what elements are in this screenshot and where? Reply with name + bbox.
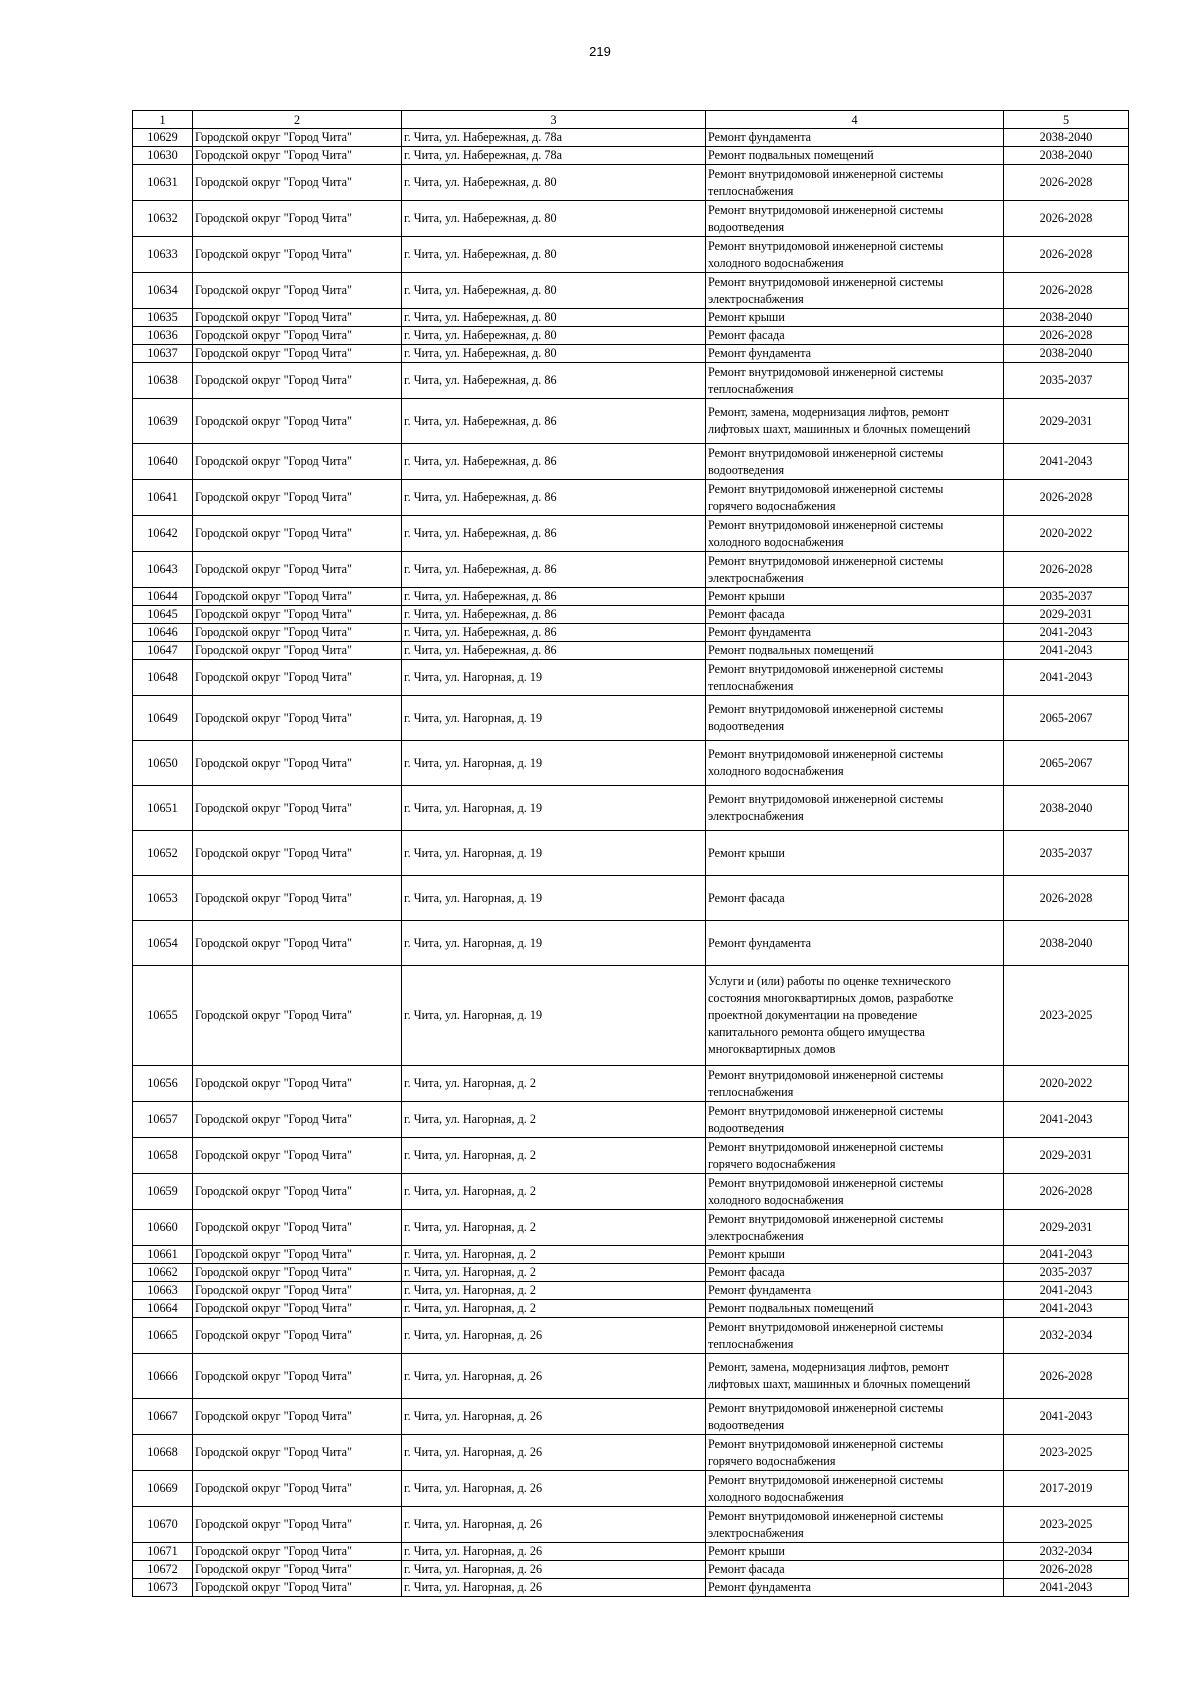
period-cell: 2029-2031 <box>1004 606 1129 624</box>
address-cell: г. Чита, ул. Набережная, д. 80 <box>402 165 706 201</box>
address-cell: г. Чита, ул. Набережная, д. 80 <box>402 273 706 309</box>
table-row <box>133 1354 1129 1399</box>
work-type-cell: Ремонт внутридомовой инженерной системы водоотведения <box>706 1399 1004 1435</box>
period-cell: 2041-2043 <box>1004 624 1129 642</box>
address-cell: г. Чита, ул. Нагорная, д. 26 <box>402 1354 706 1399</box>
row-number: 10657 <box>133 1102 193 1138</box>
address-cell: г. Чита, ул. Набережная, д. 86 <box>402 444 706 480</box>
row-number: 10645 <box>133 606 193 624</box>
address-cell: г. Чита, ул. Нагорная, д. 2 <box>402 1102 706 1138</box>
row-number: 10635 <box>133 309 193 327</box>
row-number: 10669 <box>133 1471 193 1507</box>
work-type-cell: Ремонт крыши <box>706 1246 1004 1264</box>
period-cell: 2038-2040 <box>1004 129 1129 147</box>
row-number: 10643 <box>133 552 193 588</box>
row-number: 10632 <box>133 201 193 237</box>
table-row <box>133 1282 1129 1300</box>
address-cell: г. Чита, ул. Нагорная, д. 19 <box>402 921 706 966</box>
period-cell: 2026-2028 <box>1004 1354 1129 1399</box>
municipality-cell: Городской округ "Город Чита" <box>193 624 402 642</box>
address-cell: г. Чита, ул. Нагорная, д. 2 <box>402 1282 706 1300</box>
table-row <box>133 480 1129 516</box>
row-number: 10648 <box>133 660 193 696</box>
period-cell: 2065-2067 <box>1004 741 1129 786</box>
table-row <box>133 1318 1129 1354</box>
municipality-cell: Городской округ "Город Чита" <box>193 1435 402 1471</box>
table-row <box>133 1579 1129 1597</box>
row-number: 10664 <box>133 1300 193 1318</box>
address-cell: г. Чита, ул. Набережная, д. 86 <box>402 516 706 552</box>
work-type-cell: Ремонт внутридомовой инженерной системы электроснабжения <box>706 552 1004 588</box>
row-number: 10651 <box>133 786 193 831</box>
page-number: 219 <box>589 44 611 59</box>
address-cell: г. Чита, ул. Нагорная, д. 19 <box>402 660 706 696</box>
address-cell: г. Чита, ул. Набережная, д. 86 <box>402 606 706 624</box>
table-row <box>133 966 1129 1066</box>
row-number: 10652 <box>133 831 193 876</box>
municipality-cell: Городской округ "Город Чита" <box>193 1282 402 1300</box>
row-number: 10670 <box>133 1507 193 1543</box>
period-cell: 2029-2031 <box>1004 399 1129 444</box>
address-cell: г. Чита, ул. Набережная, д. 86 <box>402 624 706 642</box>
address-cell: г. Чита, ул. Нагорная, д. 2 <box>402 1210 706 1246</box>
work-type-cell: Ремонт внутридомовой инженерной системы холодного водоснабжения <box>706 1174 1004 1210</box>
period-cell: 2026-2028 <box>1004 237 1129 273</box>
period-cell: 2017-2019 <box>1004 1471 1129 1507</box>
period-cell: 2026-2028 <box>1004 1174 1129 1210</box>
address-cell: г. Чита, ул. Нагорная, д. 26 <box>402 1507 706 1543</box>
period-cell: 2023-2025 <box>1004 1435 1129 1471</box>
address-cell: г. Чита, ул. Набережная, д. 86 <box>402 363 706 399</box>
period-cell: 2038-2040 <box>1004 147 1129 165</box>
municipality-cell: Городской округ "Город Чита" <box>193 1300 402 1318</box>
table-row <box>133 1264 1129 1282</box>
address-cell: г. Чита, ул. Нагорная, д. 2 <box>402 1174 706 1210</box>
address-cell: г. Чита, ул. Нагорная, д. 26 <box>402 1435 706 1471</box>
work-type-cell: Ремонт внутридомовой инженерной системы горячего водоснабжения <box>706 1138 1004 1174</box>
work-type-cell: Ремонт фундамента <box>706 624 1004 642</box>
work-type-cell: Ремонт подвальных помещений <box>706 147 1004 165</box>
period-cell: 2035-2037 <box>1004 831 1129 876</box>
municipality-cell: Городской округ "Город Чита" <box>193 1318 402 1354</box>
period-cell: 2041-2043 <box>1004 1300 1129 1318</box>
municipality-cell: Городской округ "Город Чита" <box>193 1138 402 1174</box>
work-type-cell: Ремонт внутридомовой инженерной системы холодного водоснабжения <box>706 741 1004 786</box>
table-row <box>133 147 1129 165</box>
work-type-cell: Ремонт, замена, модернизация лифтов, ремонт лифтовых шахт, машинных и блочных помещений <box>706 1354 1004 1399</box>
row-number: 10649 <box>133 696 193 741</box>
row-number: 10673 <box>133 1579 193 1597</box>
row-number: 10663 <box>133 1282 193 1300</box>
work-type-cell: Ремонт фундамента <box>706 129 1004 147</box>
table-row <box>133 1471 1129 1507</box>
period-cell: 2026-2028 <box>1004 201 1129 237</box>
table-row <box>133 399 1129 444</box>
municipality-cell: Городской округ "Город Чита" <box>193 1579 402 1597</box>
period-cell: 2032-2034 <box>1004 1543 1129 1561</box>
address-cell: г. Чита, ул. Нагорная, д. 2 <box>402 1300 706 1318</box>
table-row <box>133 1138 1129 1174</box>
municipality-cell: Городской округ "Город Чита" <box>193 1210 402 1246</box>
period-cell: 2035-2037 <box>1004 588 1129 606</box>
municipality-cell: Городской округ "Город Чита" <box>193 516 402 552</box>
column-header: 3 <box>402 111 706 129</box>
work-type-cell: Ремонт внутридомовой инженерной системы холодного водоснабжения <box>706 237 1004 273</box>
period-cell: 2026-2028 <box>1004 327 1129 345</box>
period-cell: 2026-2028 <box>1004 165 1129 201</box>
municipality-cell: Городской округ "Город Чита" <box>193 201 402 237</box>
table-row <box>133 1246 1129 1264</box>
work-type-cell: Ремонт крыши <box>706 309 1004 327</box>
table-row <box>133 660 1129 696</box>
municipality-cell: Городской округ "Город Чита" <box>193 1264 402 1282</box>
table-row <box>133 1174 1129 1210</box>
row-number: 10660 <box>133 1210 193 1246</box>
address-cell: г. Чита, ул. Нагорная, д. 26 <box>402 1471 706 1507</box>
work-type-cell: Ремонт, замена, модернизация лифтов, ремонт лифтовых шахт, машинных и блочных помещений <box>706 399 1004 444</box>
work-type-cell: Ремонт внутридомовой инженерной системы электроснабжения <box>706 1507 1004 1543</box>
period-cell: 2038-2040 <box>1004 921 1129 966</box>
row-number: 10656 <box>133 1066 193 1102</box>
municipality-cell: Городской округ "Город Чита" <box>193 606 402 624</box>
municipality-cell: Городской округ "Город Чита" <box>193 786 402 831</box>
table-row <box>133 327 1129 345</box>
municipality-cell: Городской округ "Город Чита" <box>193 363 402 399</box>
table-row <box>133 1435 1129 1471</box>
table-row <box>133 1543 1129 1561</box>
period-cell: 2020-2022 <box>1004 1066 1129 1102</box>
municipality-cell: Городской округ "Город Чита" <box>193 741 402 786</box>
period-cell: 2020-2022 <box>1004 516 1129 552</box>
period-cell: 2026-2028 <box>1004 876 1129 921</box>
row-number: 10637 <box>133 345 193 363</box>
municipality-cell: Городской округ "Город Чита" <box>193 1507 402 1543</box>
address-cell: г. Чита, ул. Набережная, д. 80 <box>402 201 706 237</box>
row-number: 10661 <box>133 1246 193 1264</box>
work-type-cell: Ремонт внутридомовой инженерной системы горячего водоснабжения <box>706 480 1004 516</box>
column-header: 5 <box>1004 111 1129 129</box>
row-number: 10653 <box>133 876 193 921</box>
period-cell: 2026-2028 <box>1004 273 1129 309</box>
municipality-cell: Городской округ "Город Чита" <box>193 129 402 147</box>
table-row <box>133 1507 1129 1543</box>
municipality-cell: Городской округ "Город Чита" <box>193 1543 402 1561</box>
period-cell: 2041-2043 <box>1004 642 1129 660</box>
municipality-cell: Городской округ "Город Чита" <box>193 921 402 966</box>
address-cell: г. Чита, ул. Набережная, д. 80 <box>402 345 706 363</box>
table-row <box>133 1300 1129 1318</box>
work-type-cell: Ремонт внутридомовой инженерной системы электроснабжения <box>706 273 1004 309</box>
address-cell: г. Чита, ул. Набережная, д. 80 <box>402 309 706 327</box>
row-number: 10641 <box>133 480 193 516</box>
address-cell: г. Чита, ул. Набережная, д. 86 <box>402 552 706 588</box>
row-number: 10671 <box>133 1543 193 1561</box>
work-type-cell: Ремонт фундамента <box>706 921 1004 966</box>
work-type-cell: Ремонт внутридомовой инженерной системы теплоснабжения <box>706 363 1004 399</box>
address-cell: г. Чита, ул. Нагорная, д. 2 <box>402 1246 706 1264</box>
address-cell: г. Чита, ул. Нагорная, д. 26 <box>402 1579 706 1597</box>
municipality-cell: Городской округ "Город Чита" <box>193 1471 402 1507</box>
period-cell: 2038-2040 <box>1004 309 1129 327</box>
table-row <box>133 696 1129 741</box>
work-type-cell: Ремонт внутридомовой инженерной системы теплоснабжения <box>706 1066 1004 1102</box>
work-type-cell: Ремонт фасада <box>706 1264 1004 1282</box>
table-row <box>133 1210 1129 1246</box>
row-number: 10646 <box>133 624 193 642</box>
capital-repair-table <box>132 110 1129 1597</box>
period-cell: 2029-2031 <box>1004 1210 1129 1246</box>
row-number: 10638 <box>133 363 193 399</box>
municipality-cell: Городской округ "Город Чита" <box>193 345 402 363</box>
table-row <box>133 1399 1129 1435</box>
table-row <box>133 786 1129 831</box>
period-cell: 2065-2067 <box>1004 696 1129 741</box>
address-cell: г. Чита, ул. Набережная, д. 78а <box>402 147 706 165</box>
table-row <box>133 165 1129 201</box>
municipality-cell: Городской округ "Город Чита" <box>193 327 402 345</box>
address-cell: г. Чита, ул. Нагорная, д. 19 <box>402 831 706 876</box>
period-cell: 2041-2043 <box>1004 1282 1129 1300</box>
municipality-cell: Городской округ "Город Чита" <box>193 1246 402 1264</box>
address-cell: г. Чита, ул. Нагорная, д. 19 <box>402 966 706 1066</box>
municipality-cell: Городской округ "Город Чита" <box>193 642 402 660</box>
address-cell: г. Чита, ул. Нагорная, д. 2 <box>402 1138 706 1174</box>
address-cell: г. Чита, ул. Набережная, д. 80 <box>402 327 706 345</box>
row-number: 10640 <box>133 444 193 480</box>
municipality-cell: Городской округ "Город Чита" <box>193 165 402 201</box>
table-row <box>133 588 1129 606</box>
table-row <box>133 201 1129 237</box>
table-row <box>133 1561 1129 1579</box>
row-number: 10658 <box>133 1138 193 1174</box>
municipality-cell: Городской округ "Город Чита" <box>193 1102 402 1138</box>
address-cell: г. Чита, ул. Нагорная, д. 19 <box>402 696 706 741</box>
column-header: 1 <box>133 111 193 129</box>
row-number: 10639 <box>133 399 193 444</box>
work-type-cell: Ремонт внутридомовой инженерной системы горячего водоснабжения <box>706 1435 1004 1471</box>
municipality-cell: Городской округ "Город Чита" <box>193 480 402 516</box>
address-cell: г. Чита, ул. Нагорная, д. 26 <box>402 1399 706 1435</box>
work-type-cell: Ремонт фундамента <box>706 1579 1004 1597</box>
municipality-cell: Городской округ "Город Чита" <box>193 1399 402 1435</box>
table-row <box>133 624 1129 642</box>
address-cell: г. Чита, ул. Набережная, д. 78а <box>402 129 706 147</box>
row-number: 10665 <box>133 1318 193 1354</box>
work-type-cell: Ремонт внутридомовой инженерной системы водоотведения <box>706 696 1004 741</box>
address-cell: г. Чита, ул. Нагорная, д. 26 <box>402 1561 706 1579</box>
period-cell: 2038-2040 <box>1004 786 1129 831</box>
work-type-cell: Ремонт фасада <box>706 327 1004 345</box>
work-type-cell: Ремонт внутридомовой инженерной системы холодного водоснабжения <box>706 1471 1004 1507</box>
address-cell: г. Чита, ул. Набережная, д. 86 <box>402 480 706 516</box>
municipality-cell: Городской округ "Город Чита" <box>193 588 402 606</box>
work-type-cell: Ремонт фасада <box>706 1561 1004 1579</box>
municipality-cell: Городской округ "Город Чита" <box>193 399 402 444</box>
period-cell: 2041-2043 <box>1004 1246 1129 1264</box>
municipality-cell: Городской округ "Город Чита" <box>193 696 402 741</box>
table-row <box>133 642 1129 660</box>
row-number: 10655 <box>133 966 193 1066</box>
work-type-cell: Ремонт внутридомовой инженерной системы теплоснабжения <box>706 1318 1004 1354</box>
period-cell: 2026-2028 <box>1004 1561 1129 1579</box>
municipality-cell: Городской округ "Город Чита" <box>193 273 402 309</box>
address-cell: г. Чита, ул. Нагорная, д. 2 <box>402 1066 706 1102</box>
municipality-cell: Городской округ "Город Чита" <box>193 147 402 165</box>
table-row <box>133 345 1129 363</box>
table-row <box>133 273 1129 309</box>
table-row <box>133 1066 1129 1102</box>
table-row <box>133 363 1129 399</box>
municipality-cell: Городской округ "Город Чита" <box>193 660 402 696</box>
row-number: 10642 <box>133 516 193 552</box>
municipality-cell: Городской округ "Город Чита" <box>193 444 402 480</box>
row-number: 10633 <box>133 237 193 273</box>
row-number: 10647 <box>133 642 193 660</box>
row-number: 10654 <box>133 921 193 966</box>
work-type-cell: Ремонт внутридомовой инженерной системы электроснабжения <box>706 1210 1004 1246</box>
work-type-cell: Ремонт внутридомовой инженерной системы водоотведения <box>706 444 1004 480</box>
table-row <box>133 309 1129 327</box>
municipality-cell: Городской округ "Город Чита" <box>193 552 402 588</box>
row-number: 10634 <box>133 273 193 309</box>
work-type-cell: Ремонт внутридомовой инженерной системы холодного водоснабжения <box>706 516 1004 552</box>
work-type-cell: Ремонт фасада <box>706 876 1004 921</box>
municipality-cell: Городской округ "Город Чита" <box>193 966 402 1066</box>
row-number: 10666 <box>133 1354 193 1399</box>
period-cell: 2038-2040 <box>1004 345 1129 363</box>
table-row <box>133 921 1129 966</box>
municipality-cell: Городской округ "Город Чита" <box>193 1174 402 1210</box>
row-number: 10644 <box>133 588 193 606</box>
work-type-cell: Ремонт внутридомовой инженерной системы электроснабжения <box>706 786 1004 831</box>
column-header: 4 <box>706 111 1004 129</box>
table-header-row <box>133 111 1129 129</box>
address-cell: г. Чита, ул. Нагорная, д. 19 <box>402 741 706 786</box>
column-header: 2 <box>193 111 402 129</box>
address-cell: г. Чита, ул. Нагорная, д. 26 <box>402 1543 706 1561</box>
municipality-cell: Городской округ "Город Чита" <box>193 1066 402 1102</box>
work-type-cell: Ремонт фундамента <box>706 345 1004 363</box>
work-type-cell: Ремонт подвальных помещений <box>706 1300 1004 1318</box>
row-number: 10668 <box>133 1435 193 1471</box>
period-cell: 2026-2028 <box>1004 552 1129 588</box>
period-cell: 2029-2031 <box>1004 1138 1129 1174</box>
period-cell: 2041-2043 <box>1004 1579 1129 1597</box>
address-cell: г. Чита, ул. Набережная, д. 86 <box>402 588 706 606</box>
table-row <box>133 444 1129 480</box>
work-type-cell: Услуги и (или) работы по оценке технического состояния многоквартирных домов, разработке проектной документации на проведение капитального ремонта общего имущества многоквартирных домов <box>706 966 1004 1066</box>
period-cell: 2035-2037 <box>1004 1264 1129 1282</box>
row-number: 10662 <box>133 1264 193 1282</box>
work-type-cell: Ремонт внутридомовой инженерной системы водоотведения <box>706 1102 1004 1138</box>
row-number: 10650 <box>133 741 193 786</box>
row-number: 10631 <box>133 165 193 201</box>
period-cell: 2026-2028 <box>1004 480 1129 516</box>
table-row <box>133 876 1129 921</box>
table-row <box>133 831 1129 876</box>
work-type-cell: Ремонт подвальных помещений <box>706 642 1004 660</box>
table-row <box>133 741 1129 786</box>
municipality-cell: Городской округ "Город Чита" <box>193 309 402 327</box>
address-cell: г. Чита, ул. Нагорная, д. 26 <box>402 1318 706 1354</box>
period-cell: 2023-2025 <box>1004 1507 1129 1543</box>
work-type-cell: Ремонт внутридомовой инженерной системы теплоснабжения <box>706 165 1004 201</box>
municipality-cell: Городской округ "Город Чита" <box>193 831 402 876</box>
table-row <box>133 552 1129 588</box>
period-cell: 2023-2025 <box>1004 966 1129 1066</box>
period-cell: 2041-2043 <box>1004 1399 1129 1435</box>
address-cell: г. Чита, ул. Нагорная, д. 19 <box>402 876 706 921</box>
period-cell: 2032-2034 <box>1004 1318 1129 1354</box>
work-type-cell: Ремонт крыши <box>706 588 1004 606</box>
work-type-cell: Ремонт крыши <box>706 1543 1004 1561</box>
period-cell: 2041-2043 <box>1004 1102 1129 1138</box>
row-number: 10667 <box>133 1399 193 1435</box>
address-cell: г. Чита, ул. Набережная, д. 80 <box>402 237 706 273</box>
table-row <box>133 129 1129 147</box>
work-type-cell: Ремонт внутридомовой инженерной системы водоотведения <box>706 201 1004 237</box>
row-number: 10636 <box>133 327 193 345</box>
work-type-cell: Ремонт крыши <box>706 831 1004 876</box>
municipality-cell: Городской округ "Город Чита" <box>193 1354 402 1399</box>
period-cell: 2035-2037 <box>1004 363 1129 399</box>
work-type-cell: Ремонт фундамента <box>706 1282 1004 1300</box>
address-cell: г. Чита, ул. Нагорная, д. 2 <box>402 1264 706 1282</box>
work-type-cell: Ремонт фасада <box>706 606 1004 624</box>
row-number: 10629 <box>133 129 193 147</box>
municipality-cell: Городской округ "Город Чита" <box>193 876 402 921</box>
table-row <box>133 606 1129 624</box>
row-number: 10659 <box>133 1174 193 1210</box>
municipality-cell: Городской округ "Город Чита" <box>193 237 402 273</box>
table-row <box>133 516 1129 552</box>
period-cell: 2041-2043 <box>1004 444 1129 480</box>
table-row <box>133 237 1129 273</box>
table-row <box>133 1102 1129 1138</box>
address-cell: г. Чита, ул. Нагорная, д. 19 <box>402 786 706 831</box>
work-type-cell: Ремонт внутридомовой инженерной системы теплоснабжения <box>706 660 1004 696</box>
municipality-cell: Городской округ "Город Чита" <box>193 1561 402 1579</box>
period-cell: 2041-2043 <box>1004 660 1129 696</box>
row-number: 10672 <box>133 1561 193 1579</box>
address-cell: г. Чита, ул. Набережная, д. 86 <box>402 642 706 660</box>
row-number: 10630 <box>133 147 193 165</box>
address-cell: г. Чита, ул. Набережная, д. 86 <box>402 399 706 444</box>
